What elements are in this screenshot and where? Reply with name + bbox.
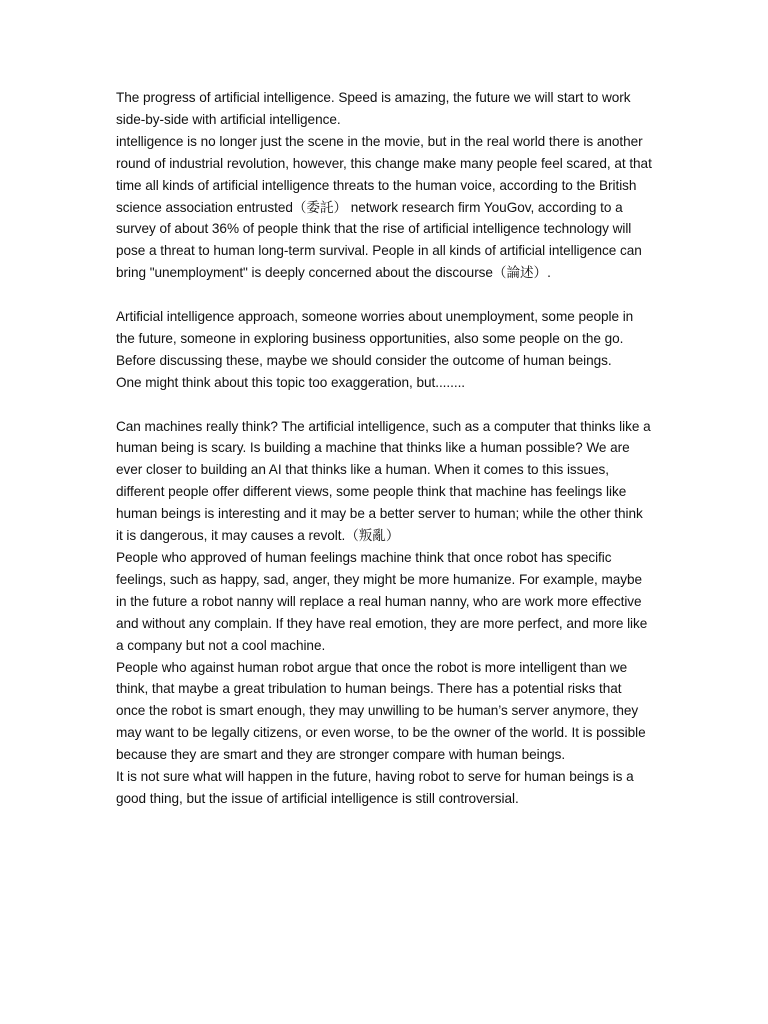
paragraph-conclusion: It is not sure what will happen in the future, having robot to serve for human beings is a good thing, but the issue of artificial intelligence is still controversial. bbox=[116, 769, 634, 806]
paragraph-exaggeration: One might think about this topic too exaggeration, but........ bbox=[116, 374, 466, 390]
paragraph-can-machines-think: Can machines really think? The artificial intelligence, such as a computer that thinks like a human being is scary. Is building a machine that thinks like a human possible? We are ever closer to building an AI that thinks like a human. When it comes to this issues, different people offer different views, some people think that machine has feelings like human beings is interesting and it may be a better server to human; while the other think it is dangerous, it may causes a revolt.（叛亂） bbox=[116, 418, 651, 544]
paragraph-approvers: People who approved of human feelings machine think that once robot has specific feelings, such as happy, sad, anger, they might be more humanize. For example, maybe in the future a robot nanny will replace a real human nanny, who are work more effective and without any complain. If they have real emotion, they are more perfect, and more like a company but not a cool machine. bbox=[116, 550, 648, 653]
paragraph-ai-approach: Artificial intelligence approach, someone worries about unemployment, some people in the future, someone in exploring business opportunities, also some people on the go. Before discussing these, maybe we should consider the outcome of human beings. bbox=[116, 309, 634, 368]
paragraph-opponents: People who against human robot argue that once the robot is more intelligent than we think, that maybe a great tribulation to human beings. There has a potential risks that once the robot is smart enough, they may unwilling to be human’s server anymore, they may want to be legally citizens, or even worse, to be the owner of the world. It is possible because they are smart and they are stronger compare with human beings. bbox=[116, 659, 646, 763]
paragraph-industrial-revolution: intelligence is no longer just the scene in the movie, but in the real world there is another round of industrial revolution, however, this change make many people feel scared, at that time all kinds of artificial intelligence threats to the human voice, according to the British science association entrusted（委託） network research firm YouGov, according to a survey of about 36% of people think that the rise of artificial intelligence technology will pose a threat to human long-term survival. People in all kinds of artificial intelligence can bring "unemployment" is deeply concerned about the discourse（論述）. bbox=[116, 133, 652, 281]
document-page bbox=[116, 87, 652, 810]
paragraph-spacer bbox=[116, 394, 652, 416]
paragraph-intro: The progress of artificial intelligence. Speed is amazing, the future we will start to work side-by-side with artificial intelligence. bbox=[116, 90, 631, 127]
paragraph-spacer bbox=[116, 284, 652, 306]
